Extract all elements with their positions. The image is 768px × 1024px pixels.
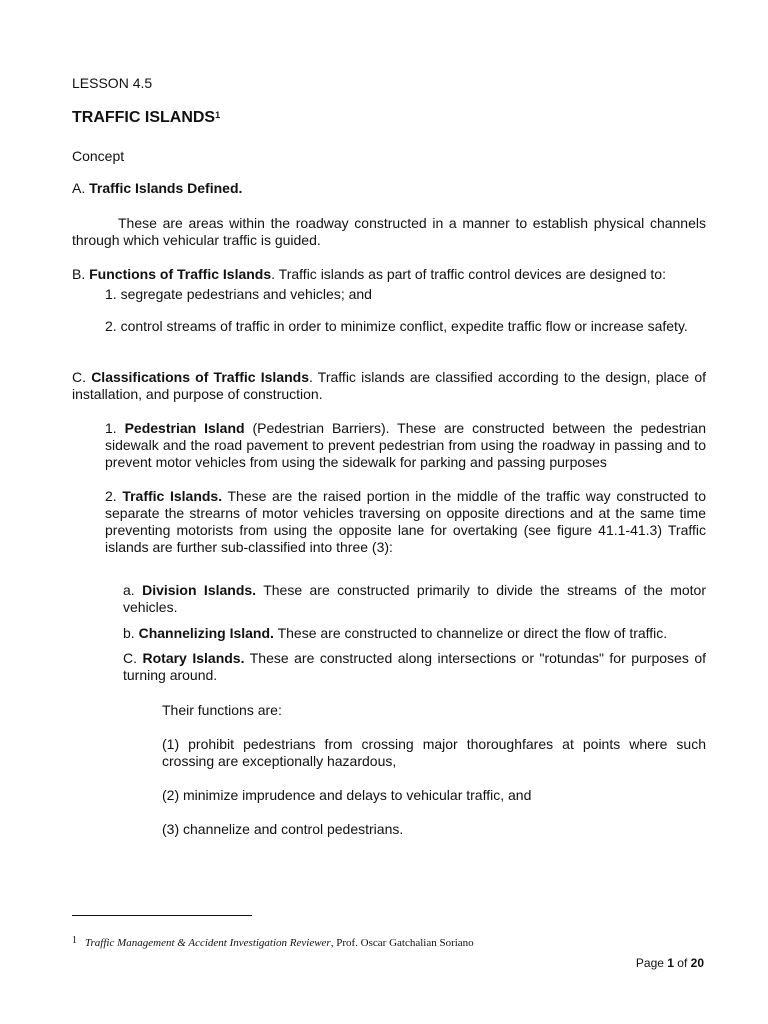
function-2: (2) minimize imprudence and delays to vehicular traffic, and (162, 787, 532, 803)
page-of: of (673, 956, 691, 970)
footnote-source-title: Traffic Management & Accident Investigation Reviewer (85, 937, 331, 949)
section-a-prefix: A. (72, 180, 90, 196)
item-number: 2. (105, 488, 123, 504)
title-text: TRAFFIC ISLANDS (72, 109, 216, 126)
item-heading: Rotary Islands. (142, 650, 245, 666)
concept-label: Concept (72, 148, 125, 164)
section-c-item-2 (105, 488, 706, 556)
item-number: C. (123, 650, 143, 666)
sub-item-c (123, 650, 706, 684)
section-c-item-1 (105, 420, 706, 471)
section-a-text: These are areas within the roadway constructed in a manner to establish physical channels through which vehicular traffic is guided. (72, 215, 706, 248)
section-a-body (72, 215, 706, 249)
item-text: These are the raised portion in the middle of the traffic way constructed to separate the strearns of motor vehicles traversing on opposite directions and at the same time preventing motorists from using the opposite lane for overtaking (see figure 41.1-41.3) Traffic islands are further sub-classified into three (3): (105, 488, 706, 555)
page-total: 20 (690, 956, 704, 970)
section-c-title: Classifications of Traffic Islands (91, 369, 309, 385)
page-current: 1 (667, 956, 674, 970)
section-b-heading (72, 266, 706, 283)
page-number (636, 956, 704, 971)
sub-item-a (123, 582, 706, 616)
section-a-title: Traffic Islands Defined. (89, 180, 243, 196)
function-1: (1) prohibit pedestrians from crossing major thoroughfares at points where such crossing are exceptionally hazardous, (162, 736, 706, 769)
section-c-heading (72, 369, 706, 403)
item-number: 1. (105, 420, 125, 436)
item-heading: Traffic Islands. (122, 488, 223, 504)
item-text: These are constructed primarily to divide the streams of the motor vehicles. (123, 582, 706, 615)
item-heading: Division Islands. (142, 582, 257, 598)
functions-intro: Their functions are: (162, 702, 282, 718)
section-b-title: Functions of Traffic Islands (89, 266, 272, 282)
page-title (72, 108, 706, 128)
section-b-item-2: 2. control streams of traffic in order to minimize conflict, expedite traffic flow or increase safety. (105, 318, 688, 334)
section-c-prefix: C. (72, 369, 92, 385)
item-text: These are constructed along intersections or "rotundas" for purposes of turning around. (123, 650, 707, 683)
footnote-divider (72, 915, 252, 916)
item-number: b. (123, 625, 139, 641)
section-a-heading (72, 180, 706, 197)
footnote-mark: 1 (72, 935, 77, 946)
footnote-author: , Prof. Oscar Gatchalian Soriano (330, 937, 474, 949)
item-text: (Pedestrian Barriers). These are constructed between the pedestrian sidewalk and the road pavement to prevent pedestrian from using the roadway in passing and to prevent motor vehicles from using the sidewalk for parking and passing purposes (105, 420, 706, 470)
lesson-number: LESSON 4.5 (72, 75, 153, 91)
section-b-prefix: B. (72, 266, 90, 282)
item-heading: Pedestrian Island (124, 420, 245, 436)
section-c-rest: . Traffic islands are classified according to the design, place of installation, and purpose of construction. (72, 369, 707, 402)
function-3: (3) channelize and control pedestrians. (162, 821, 404, 837)
sub-item-b (123, 625, 706, 642)
section-b-item-1: 1. segregate pedestrians and vehicles; and (105, 286, 372, 302)
title-footnote-ref: 1 (215, 110, 221, 120)
item-number: a. (123, 582, 143, 598)
item-heading: Channelizing Island. (138, 625, 274, 641)
item-text: These are constructed to channelize or direct the flow of traffic. (273, 625, 668, 641)
section-b-rest: . Traffic islands as part of traffic control devices are designed to: (271, 266, 666, 282)
footnote (72, 937, 474, 950)
page-label: Page (635, 956, 668, 970)
